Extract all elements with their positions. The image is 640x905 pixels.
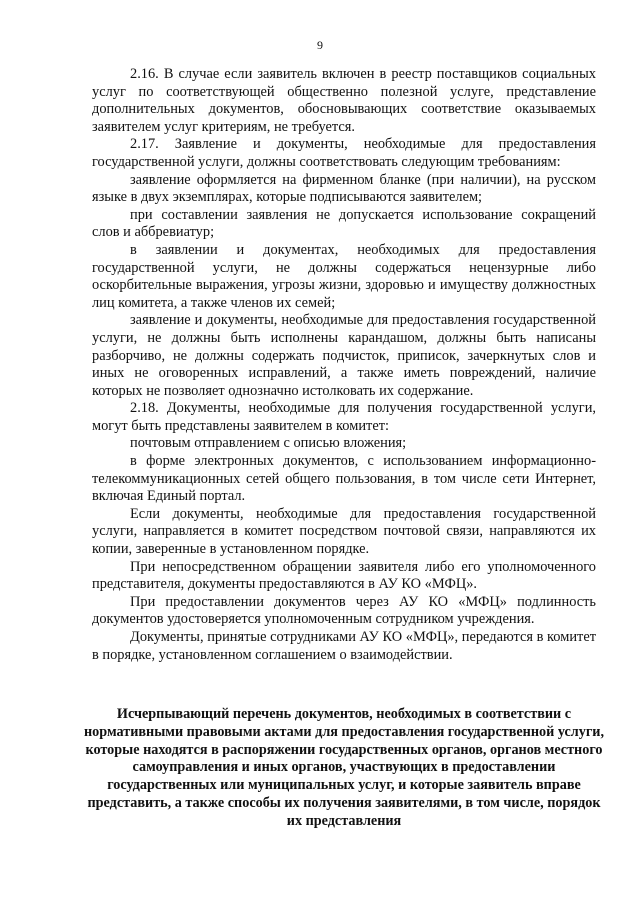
paragraph-requirement-abbreviations: при составлении заявления не допускается использование сокращений слов и аббревиатур; — [92, 206, 596, 241]
paragraph-direct-submission: При непосредственном обращении заявителя либо его уполномоченного представителя, документы предоставляются в АУ КО «МФЦ». — [92, 558, 596, 593]
paragraph-mfc-transfer: Документы, принятые сотрудниками АУ КО «МФЦ», передаются в комитет в порядке, установленном соглашением о взаимодействии. — [92, 629, 596, 663]
paragraph-requirement-legibility: заявление и документы, необходимые для предоставления государственной услуги, не должны быть исполнены карандашом, должны быть написаны разборчиво, не должны содержать подчисток, приписок, зачеркнутых слов и иных не оговоренных исправлений, а также иметь повреждений, наличие которых не позволяет однозначно истолковать их содержание. — [92, 312, 596, 399]
paragraph-2-18: 2.18. Документы, необходимые для получения государственной услуги, могут быть представлены заявителем в комитет: — [92, 400, 596, 434]
paragraph-postal-copies: Если документы, необходимые для предоставления государственной услуги, направляется в комитет посредством почтовой связи, направляются их копии, заверенные в установленном порядке. — [92, 505, 596, 558]
page-number: 9 — [317, 38, 323, 52]
paragraph-requirement-language: в заявлении и документах, необходимых для предоставления государственной услуги, не должны содержаться нецензурные либо оскорбительные выражения, угрозы жизни, здоровью и имуществу должностных лиц комитета, а также членов их семей; — [92, 241, 596, 311]
paragraph-postal: почтовым отправлением с описью вложения; — [130, 435, 407, 452]
paragraph-2-16: 2.16. В случае если заявитель включен в реестр поставщиков социальных услуг по соответствующей общественно полезной услуге, представление дополнительных документов, обосновывающих соответствие оказываемых заявителем услуг критериям, не требуется. — [92, 66, 596, 135]
section-heading: Исчерпывающий перечень документов, необходимых в соответствии с нормативными правовыми актами для предоставления государственной услуги, которые находятся в распоряжении государственных органов, органов местного самоуправления и иных органов, участвующих в предоставлении государственных или муниципальных услуг, и которые заявитель вправе представить, а также способы их получения заявителями, в том числе, порядок их представления — [84, 706, 605, 829]
paragraph-2-17: 2.17. Заявление и документы, необходимые для предоставления государственной услуги, должны соответствовать следующим требованиям: — [92, 136, 596, 170]
paragraph-requirement-letterhead: заявление оформляется на фирменном бланке (при наличии), на русском языке в двух экземплярах, которые подписываются заявителем; — [92, 171, 596, 206]
paragraph-electronic: в форме электронных документов, с использованием информационно-телекоммуникационных сетей общего пользования, в том числе сети Интернет, включая Единый портал. — [92, 453, 596, 505]
paragraph-mfc-authenticity: При предоставлении документов через АУ КО «МФЦ» подлинность документов удостоверяется уполномоченным сотрудником учреждения. — [92, 593, 596, 628]
document-body — [92, 66, 596, 664]
